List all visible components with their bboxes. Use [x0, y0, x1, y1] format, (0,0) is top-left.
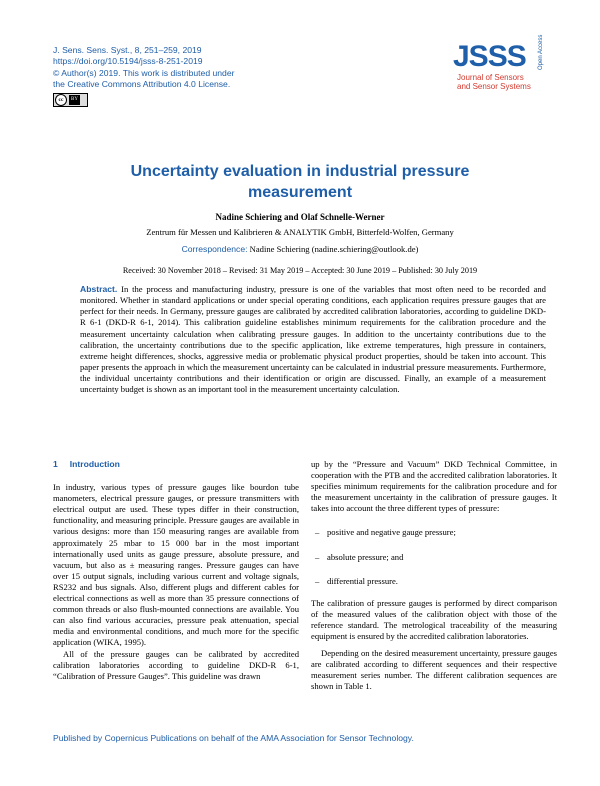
logo-subtitle: [457, 73, 531, 91]
pressure-types-list: [311, 527, 557, 586]
doi-link[interactable]: https://doi.org/10.5194/jsss-8-251-2019: [53, 56, 203, 67]
list-item: – absolute pressure; and: [311, 552, 557, 563]
paragraph: In industry, various types of pressure gauges like bourdon tube manometers, electrical pressure gauges, or pressure transmitters with electrical output are used. These types differ in their construction, functionality, and measuring principle. Pressure gauges are available in various designs: more than 150 measuring ranges are available from approximately 25 mbar to 15 000 bar in the most important internationally used units as gauge pressure, absolute pressure, and vacuum, but also as ± measuring ranges. Pressure gauges can have over 15 output signals, including various current and voltage signals, RS232 and bus signals. Also, different plugs and different cables for electrical connections as well as more than 35 pressure connections of common threads or also flush-mounted connections are available. You can also find various accuracies, pressure peak attenuation, special media and environmental conditions, and much more for the specific application (WIKA, 1995).: [53, 482, 299, 648]
section-number: 1: [53, 459, 58, 469]
paragraph: Depending on the desired measurement uncertainty, pressure gauges are calibrated according to different sequences and their respective measurement series number. The different calibration sequences are shown in Table 1.: [311, 648, 557, 692]
column-right: [311, 459, 557, 693]
authors: Nadine Schiering and Olaf Schnelle-Werner: [215, 212, 385, 222]
journal-header: [53, 45, 353, 91]
by-icon: BY: [69, 95, 80, 105]
license-link[interactable]: the Creative Commons Attribution 4.0 License.: [53, 79, 231, 90]
column-left: [53, 459, 299, 682]
logo-mark: JSSS: [453, 40, 526, 73]
open-access-label: Open Access: [538, 34, 544, 70]
list-item: – positive and negative gauge pressure;: [311, 527, 557, 538]
cc-by-badge-icon[interactable]: [53, 93, 88, 107]
section-title: Introduction: [69, 459, 120, 469]
publisher-footer: Published by Copernicus Publications on behalf of the AMA Association for Sensor Technology.: [53, 733, 414, 743]
paragraph: All of the pressure gauges can be calibrated by accredited calibration laboratories according to guideline DKD-R 6-1, “Calibration of Pressure Gauges”. This guideline was drawn: [53, 648, 299, 681]
abstract: [80, 284, 546, 396]
logo-line-2: and Sensor Systems: [457, 82, 531, 91]
list-item: – differential pressure.: [311, 576, 557, 587]
publication-dates: Received: 30 November 2018 – Revised: 31 May 2019 – Accepted: 30 June 2019 – Published: 30 July 2019: [122, 266, 478, 275]
journal-logo: [445, 34, 555, 96]
cc-icon: cc: [55, 94, 67, 106]
abstract-label: Abstract.: [80, 284, 118, 294]
correspondence: [0, 244, 600, 254]
affiliation: Zentrum für Messen und Kalibrieren & ANALYTIK GmbH, Bitterfeld-Wolfen, Germany: [146, 227, 454, 237]
logo-line-1: Journal of Sensors: [457, 73, 524, 82]
abstract-text: In the process and manufacturing industry, pressure is one of the variables that most often need to be recorded and monitored. Whether in standard applications or under special operating conditions, each application requires pressure gauges that are perfect for their needs. In Germany, pressure gauges are calibrated by accredited calibration laboratories, according to guideline DKD-R 6-1 (DKD-R 6-1, 2014). This calibration guideline establishes minimum requirements for the calibration procedure and the measurement uncertainty calculation when calibrating pressure gauges. In addition to the uncertainty contributions due to the calibration, the uncertainty contributions due to the specific application, like extreme temperatures, high pressure in containers, extreme height differences, shocks, aggressive media or problematic physical product properties, should be taken into account. This paper presents the approach in which the measurement uncertainty can be calculated in industrial pressure measurements. Furthermore, the individual uncertainty contributions and their identification or origin are discussed. Finally, an example of a measurement uncertainty budget is shown as an important tool in the measurement uncertainty calculation.: [80, 284, 546, 395]
correspondence-label: Correspondence:: [181, 244, 248, 254]
paragraph: up by the “Pressure and Vacuum” DKD Technical Committee, in cooperation with the PTB and the accredited calibration laboratories. It specifies minimum requirements for the calibration procedure and for the measurement uncertainty in the calibration of pressure gauges. It takes into account the three different types of pressure:: [311, 459, 557, 514]
copyright-line: © Author(s) 2019. This work is distributed under: [53, 67, 235, 78]
section-heading: [53, 459, 299, 470]
paragraph: The calibration of pressure gauges is performed by direct comparison of the measured values of the calibration object with those of the reference standard. The metrological traceability of the measuring equipment is ensured by the accredited calibration laboratories.: [311, 597, 557, 642]
correspondence-text: Nadine Schiering (nadine.schiering@outlook.de): [249, 244, 419, 254]
journal-reference: J. Sens. Sens. Syst., 8, 251–259, 2019: [53, 45, 202, 55]
paper-title: Uncertainty evaluation in industrial pressure measurement: [130, 163, 470, 201]
